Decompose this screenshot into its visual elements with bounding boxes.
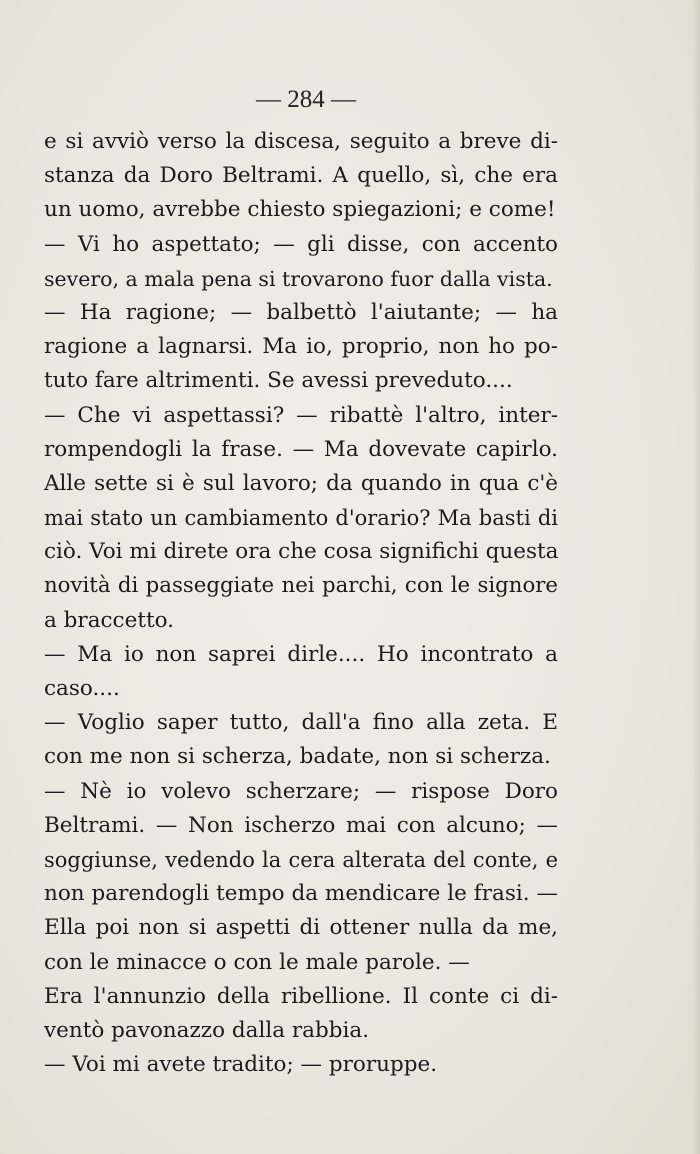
text-line: novità di passeggiate nei parchi, con le signore (44, 573, 558, 599)
text-line: mai stato un cambiamento d'orario? Ma basti di (44, 506, 558, 531)
text-line: e si avviò verso la discesa, seguito a breve di- (44, 129, 558, 154)
text-line: soggiunse, vedendo la cera alterata del conte, e (44, 847, 558, 872)
text-line: tuto fare altrimenti. Se avessi preveduto.... (44, 368, 513, 394)
body-text (44, 125, 558, 1082)
text-line: a braccetto. (44, 607, 174, 633)
text-line: un uomo, avrebbe chiesto spiegazioni; e come! (44, 197, 556, 223)
text-line: rompendogli la frase. — Ma dovevate capirlo. (44, 436, 558, 462)
text-line: ventò pavonazzo dalla rabbia. (44, 1017, 370, 1043)
text-line: con le minacce o con le male parole. — (44, 949, 470, 975)
text-line: — Che vi aspettassi? — ribattè l'altro, inter- (44, 402, 558, 428)
text-line: Alle sette si è sul lavoro; da quando in qua c'è (44, 470, 558, 496)
text-line: caso.... (44, 676, 120, 701)
page-edge-shadow (692, 0, 700, 1154)
text-line: Ella poi non si aspetti di ottener nulla da me, (44, 915, 558, 941)
text-line: — Nè io volevo scherzare; — rispose Doro (44, 778, 558, 804)
page-number: — 284 — (256, 86, 356, 113)
text-line: ragione a lagnarsi. Ma io, proprio, non ho po- (44, 334, 558, 360)
text-line: ciò. Voi mi direte ora che cosa significhi questa (44, 539, 559, 565)
text-line: — Voglio saper tutto, dall'a fino alla zeta. E (44, 710, 558, 736)
text-line: Beltrami. — Non ischerzo mai con alcuno; — (44, 812, 558, 838)
text-line: — Voi mi avete tradito; — proruppe. (44, 1052, 438, 1078)
text-line: — Vi ho aspettato; — gli disse, con accento (44, 231, 558, 257)
text-line: — Ha ragione; — balbettò l'aiutante; — ha (44, 299, 558, 325)
text-line: non parendogli tempo da mendicare le frasi. — (44, 881, 558, 907)
text-line: — Ma io non saprei dirle.... Ho incontrato a (44, 641, 558, 667)
text-line: severo, a mala pena si trovarono fuor dalla vista. (44, 266, 553, 291)
text-line: stanza da Doro Beltrami. A quello, sì, che era (44, 163, 558, 189)
text-line: con me non si scherza, badate, non si scherza. (44, 744, 551, 770)
text-line: Era l'annunzio della ribellione. Il conte ci di- (44, 983, 558, 1009)
